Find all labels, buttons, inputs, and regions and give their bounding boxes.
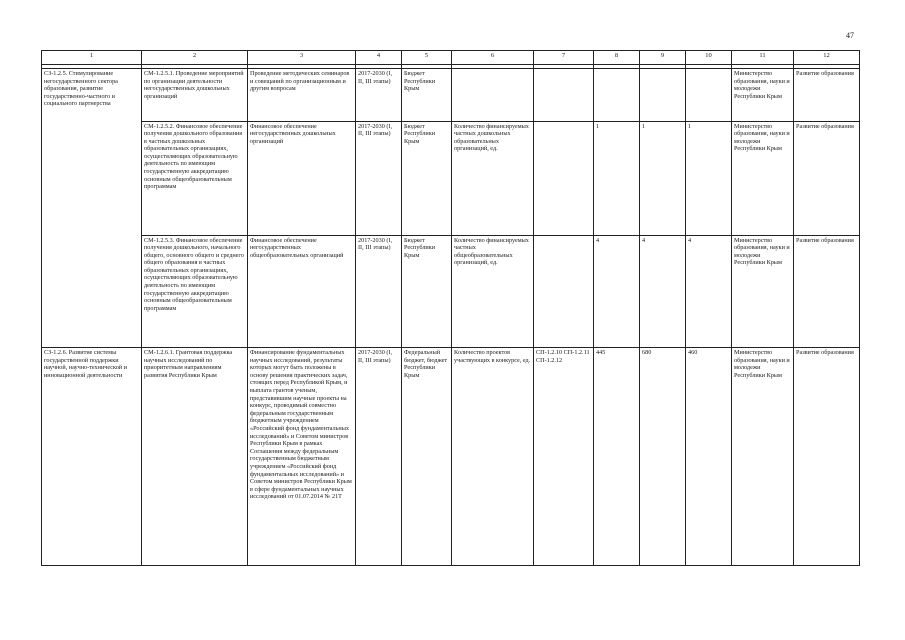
table-cell	[594, 69, 640, 122]
column-number: 3	[248, 51, 356, 65]
table-cell: Министерство образования, науки и молодежи Республики Крым	[732, 235, 794, 348]
table-cell	[686, 69, 732, 122]
table-cell: 1	[686, 121, 732, 235]
column-number: 9	[640, 51, 686, 65]
table-cell: 445	[594, 348, 640, 566]
column-number: 5	[402, 51, 452, 65]
column-number: 11	[732, 51, 794, 65]
table-cell: 2017-2030 (I, II, III этапы)	[356, 121, 402, 235]
table-row	[42, 121, 860, 235]
page-number: 47	[846, 31, 854, 40]
table-cell: Министерство образования, науки и молодежи Республики Крым	[732, 69, 794, 122]
column-number: 4	[356, 51, 402, 65]
table-row	[42, 348, 860, 566]
table-cell: 680	[640, 348, 686, 566]
table-cell: Бюджет Республики Крым	[402, 235, 452, 348]
table-cell	[640, 69, 686, 122]
table-cell: 460	[686, 348, 732, 566]
table-cell: Развитие образования	[794, 69, 860, 122]
table-cell: Бюджет Республики Крым	[402, 121, 452, 235]
table-cell	[452, 69, 534, 122]
table-cell: Финансирование фундаментальных научных исследований, результаты которых могут быть положены в основу решения практических задач, стоящих перед Республикой Крым, и выплата грантов ученым, представившим научные проекты на конкурс, проводимый совместно федеральным государственным бюджетным учреждением «Российский фонд фундаментальных исследований» и Советом министров Республики Крым в рамках Соглашения между федеральным государственным бюджетным учреждением «Российский фонд фундаментальных исследований» и Советом министров Республики Крым в сфере фундаментальных научных исследований от 01.07.2014 № 21Т	[248, 348, 356, 566]
table-cell: Развитие образования	[794, 121, 860, 235]
table-cell: Развитие образования	[794, 348, 860, 566]
table-cell: 4	[640, 235, 686, 348]
table-cell	[534, 235, 594, 348]
table-cell: СМ-1.2.5.1. Проведение мероприятий по организации деятельности негосударственных дошкольных организаций	[142, 69, 248, 122]
table-cell: 2017-2030 (I, II, III этапы)	[356, 235, 402, 348]
table-cell: Проведение методических семинаров и совещаний по организационным и другим вопросам	[248, 69, 356, 122]
table-cell: 2017-2030 (I, II, III этапы)	[356, 69, 402, 122]
program-table	[41, 50, 860, 566]
column-number-row	[42, 51, 860, 65]
table-cell	[534, 121, 594, 235]
table-cell: 2017-2030 (I, II, III этапы)	[356, 348, 402, 566]
table-cell: Количество финансируемых частных дошкольных образовательных организаций, ед.	[452, 121, 534, 235]
column-number: 2	[142, 51, 248, 65]
column-number: 10	[686, 51, 732, 65]
table-cell: Количество финансируемых частных общеобразовательных организаций, ед.	[452, 235, 534, 348]
table-row	[42, 235, 860, 348]
table-cell	[42, 121, 142, 235]
table-cell: 1	[594, 121, 640, 235]
column-number: 1	[42, 51, 142, 65]
table-cell: СП-1.2.10 СП-1.2.11 СП-1.2.12	[534, 348, 594, 566]
table-cell: Финансовое обеспечение негосударственных дошкольных организаций	[248, 121, 356, 235]
column-number: 6	[452, 51, 534, 65]
table-cell: 1	[640, 121, 686, 235]
table-row	[42, 69, 860, 122]
table-cell: СМ-1.2.5.3. Финансовое обеспечение получения дошкольного, начального общего, основного общего и среднего общего образования в частных образовательных организациях, осуществляющих образовательную деятельность по имеющим государственную аккредитацию основным общеобразовательным программам	[142, 235, 248, 348]
column-number: 7	[534, 51, 594, 65]
column-number: 12	[794, 51, 860, 65]
table-cell	[42, 235, 142, 348]
table-cell: СМ-1.2.6.1. Грантовая поддержка научных исследований по приоритетным направлениям развития Республики Крым	[142, 348, 248, 566]
table-cell: 4	[686, 235, 732, 348]
table-cell: 4	[594, 235, 640, 348]
table-cell: Бюджет Республики Крым	[402, 69, 452, 122]
table-cell: СЗ-1.2.5. Стимулирование негосударственного сектора образования, развитие государственно-частного и социального партнерства	[42, 69, 142, 122]
table-cell: Министерство образования, науки и молодежи Республики Крым	[732, 348, 794, 566]
column-number: 8	[594, 51, 640, 65]
table-cell: СЗ-1.2.6. Развитие системы государственной поддержки научной, научно-технической и инновационной деятельности	[42, 348, 142, 566]
table-cell: Федеральный бюджет, бюджет Республики Крым	[402, 348, 452, 566]
table-cell: Финансовое обеспечение негосударственных общеобразовательных организаций	[248, 235, 356, 348]
table-cell: Министерство образования, науки и молодежи Республики Крым	[732, 121, 794, 235]
table-cell: СМ-1.2.5.2. Финансовое обеспечение получения дошкольного образования в частных дошкольных образовательных организациях, осуществляющих образовательную деятельность по имеющим государственную аккредитацию основным общеобразовательным программам	[142, 121, 248, 235]
table-cell: Развитие образования	[794, 235, 860, 348]
table-cell: Количество проектов участвующих в конкурсе, ед.	[452, 348, 534, 566]
table-cell	[534, 69, 594, 122]
